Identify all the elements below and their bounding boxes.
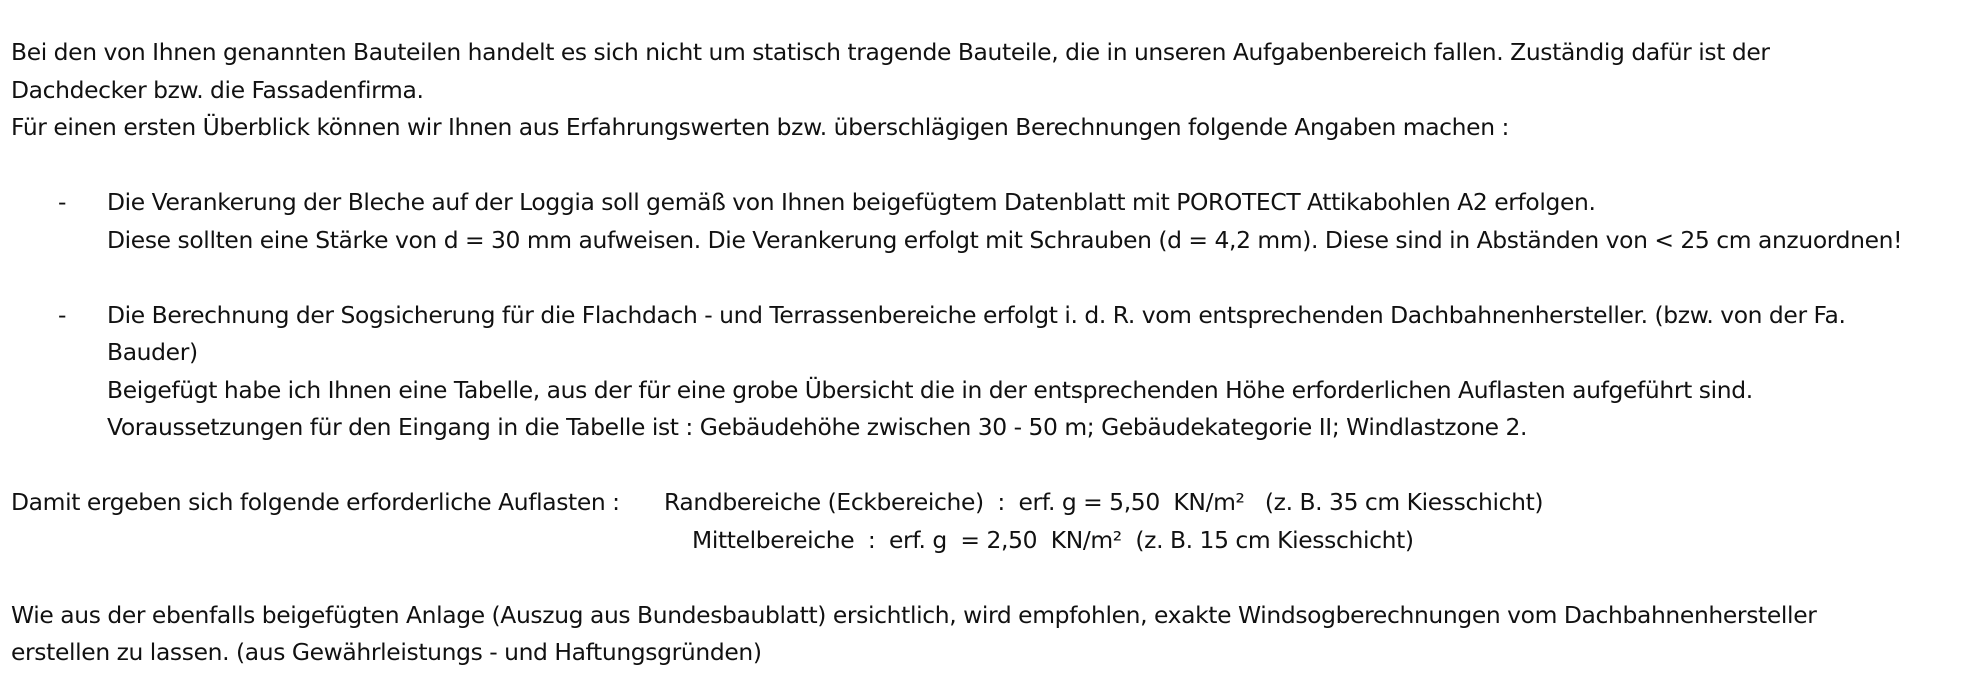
bullet-1-line-2: Diese sollten eine Stärke von d = 30 mm aufweisen. Die Verankerung erfolgt mit Schrauben (d = 4,2 mm). Diese sind in Abständen von < 25 cm anzuordnen!: [107, 225, 1903, 254]
intro-line-3: Für einen ersten Überblick können wir Ihnen aus Erfahrungswerten bzw. überschlägigen Berechnungen folgende Angaben machen :: [11, 113, 1509, 141]
results-row-middle: [11, 522, 1969, 560]
bullet-2-line-3: Beigefügt habe ich Ihnen eine Tabelle, aus der für eine grobe Übersicht die in der entsprechenden Höhe erforderlichen Auflasten aufgeführt sind.: [107, 375, 1753, 404]
bullet-item-suction-protection: [11, 297, 1969, 447]
bullet-2-line-1: Die Berechnung der Sogsicherung für die Flachdach - und Terrassenbereiche erfolgt i. d. R. vom entsprechenden Dachbahnenhersteller. (bzw. von der Fa.: [107, 300, 1846, 329]
bullet-dash-icon: -: [58, 300, 67, 329]
bullet-dash-icon: -: [58, 188, 67, 216]
results-label: Damit ergeben sich folgende erforderliche Auflasten :: [11, 488, 620, 516]
paragraph-spacer: [11, 447, 1969, 485]
closing-line-2: erstellen zu lassen. (aus Gewährleistungs - und Haftungsgründen): [11, 638, 762, 666]
results-row-edge: [11, 484, 1969, 522]
letter-text-block: [11, 34, 1969, 672]
closing-line-1: Wie aus der ebenfalls beigefügten Anlage (Auszug aus Bundesbaublatt) ersichtlich, wird empfohlen, exakte Windsogberechnungen vom Dachbahnenhersteller: [11, 600, 1817, 629]
paragraph-spacer: [11, 147, 1969, 185]
intro-line-2: Dachdecker bzw. die Fassadenfirma.: [11, 75, 424, 104]
paragraph-spacer: [11, 259, 1969, 297]
results-edge-zone: Randbereiche (Eckbereiche) : erf. g = 5,50 KN/m² (z. B. 35 cm Kiesschicht): [664, 488, 1544, 516]
bullet-1-line-1: Die Verankerung der Bleche auf der Loggia soll gemäß von Ihnen beigefügtem Datenblatt mit POROTECT Attikabohlen A2 erfolgen.: [107, 188, 1596, 216]
intro-line-1: Bei den von Ihnen genannten Bauteilen handelt es sich nicht um statisch tragende Bauteile, die in unseren Aufgabenbereich fallen. Zuständig dafür ist der: [11, 38, 1770, 66]
bullet-2-line-2: Bauder): [107, 338, 198, 366]
results-middle-zone: Mittelbereiche : erf. g = 2,50 KN/m² (z. B. 15 cm Kiesschicht): [692, 525, 1414, 554]
bullet-2-line-4: Voraussetzungen für den Eingang in die Tabelle ist : Gebäudehöhe zwischen 30 - 50 m; Gebäudekategorie II; Windlastzone 2.: [107, 413, 1528, 441]
paragraph-spacer: [11, 559, 1969, 597]
bullet-item-anchoring: [11, 184, 1969, 259]
